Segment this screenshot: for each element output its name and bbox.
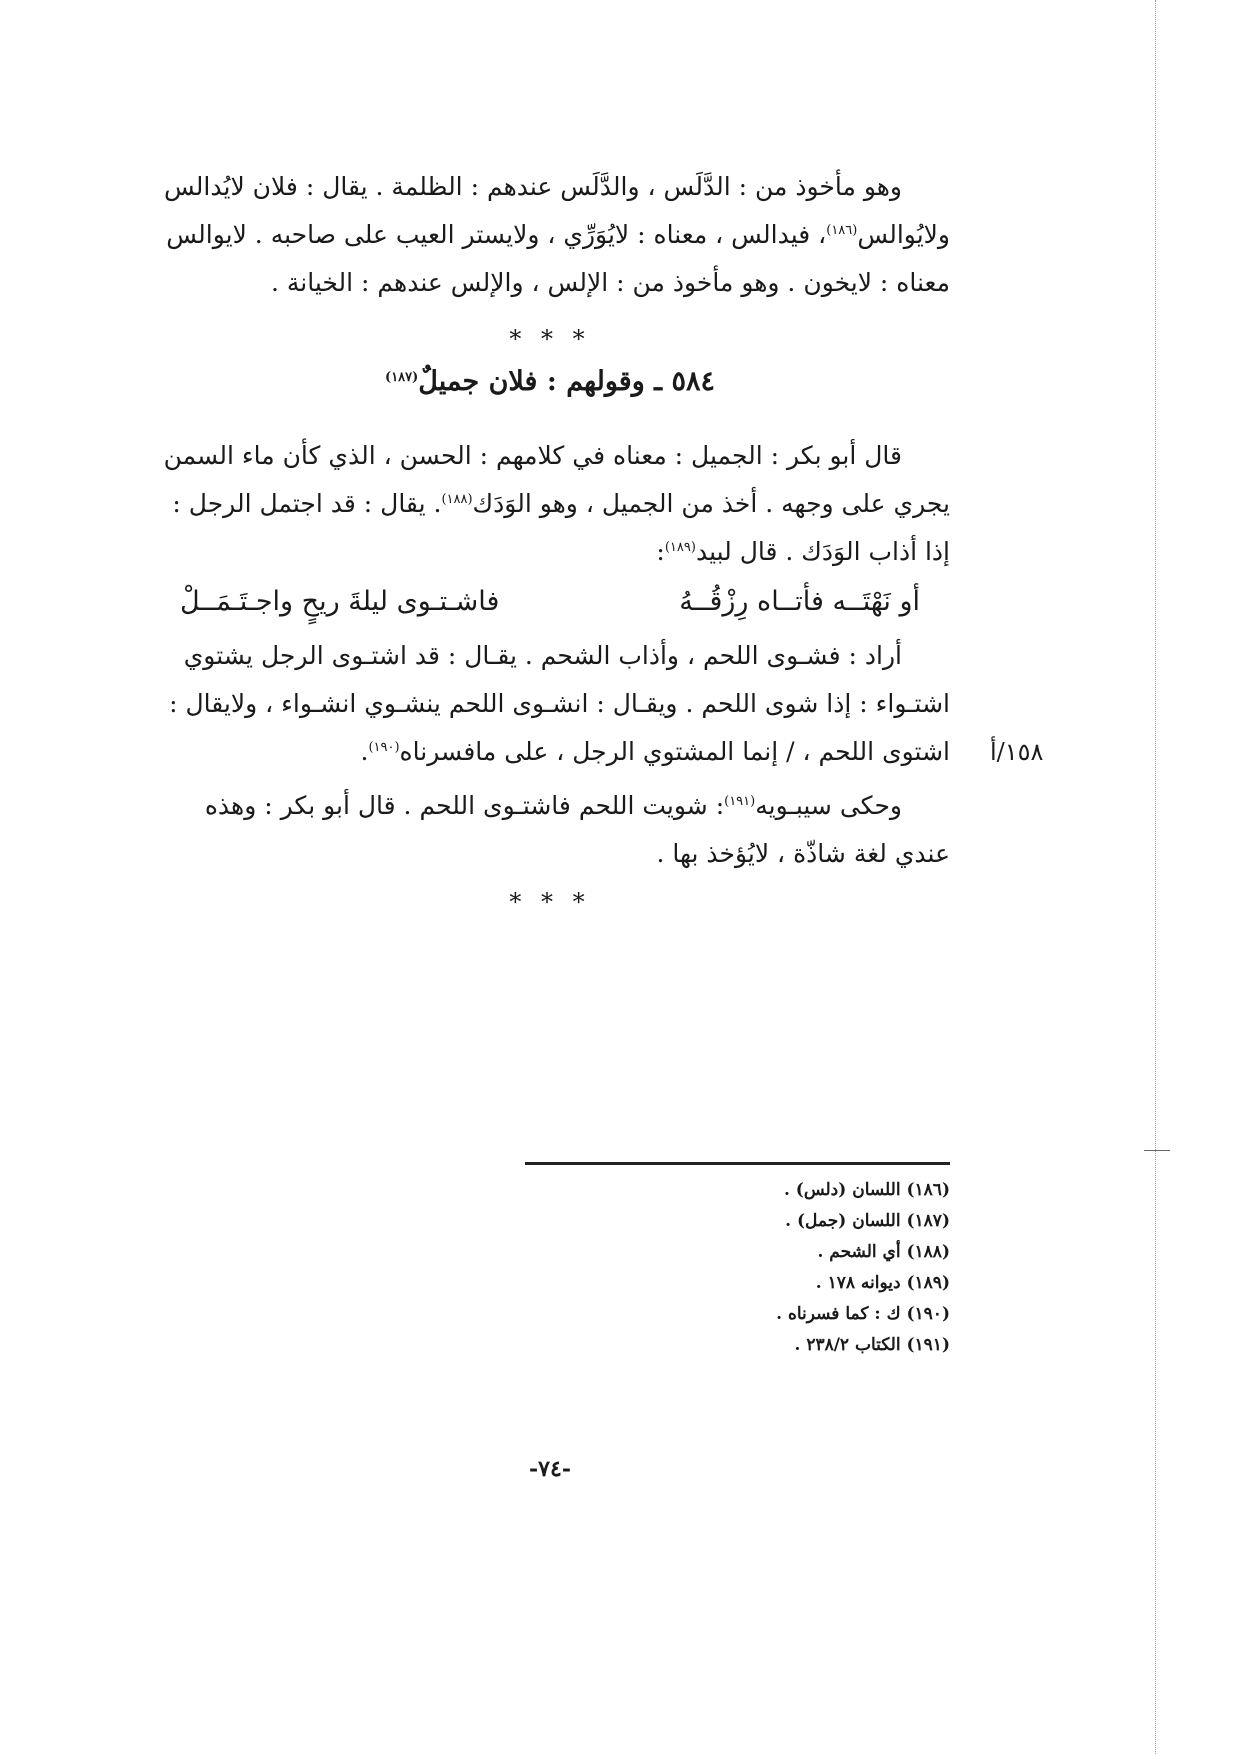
- footnote-ref-191: (١٩١): [724, 794, 756, 809]
- paragraph-3-line-3: اشتوى اللحم ، / إنما المشتوي الرجل ، على مافسرناه$^{(١٩٠)}$.: [360, 737, 950, 766]
- paragraph-4: [150, 782, 950, 878]
- verse-hemistich-2: فاشـتـوى ليلةَ ريحٍ واجـتَـمَــلْ: [180, 586, 500, 617]
- footnote-ref-189: (١٨٩): [664, 540, 696, 555]
- scan-edge-line: [1155, 0, 1156, 1754]
- footnote-item: (١٨٧) اللسان (جمل) .: [785, 1211, 950, 1231]
- paragraph-2-line-2: يجري على وجهه . أخذ من الجميل ، وهو الوَدَك$^{(١٨٨)}$. يقال : قد اجتمل الرجل :: [172, 489, 950, 518]
- paragraph-3-line-1: أراد : فشـوى اللحم ، وأذاب الشحم . يقـال : قد اشتـوى الرجل يشتوي: [183, 641, 902, 670]
- paragraph-2-line-1: قال أبو بكر : الجميل : معناه في كلامهم : الحسن ، الذي كأن ماء السمن: [163, 441, 902, 470]
- paragraph-1: [150, 163, 950, 307]
- paragraph-2-line-3: إذا أذاب الوَدَك . قال لبيد$^{(١٨٩)}$:: [656, 537, 950, 566]
- footnote-ref-190: (١٩٠): [368, 740, 400, 755]
- paragraph-2: [150, 432, 950, 576]
- paragraph-1-line-1: وهو مأخوذ من : الدَّلَس ، والدَّلَس عندهم : الظلمة . يقال : فلان لايُدالس: [163, 172, 902, 201]
- paragraph-3-line-2: اشتـواء : إذا شوى اللحم . ويقـال : انشـوى اللحم ينشـوي انشـواء ، ولايقال :: [169, 689, 950, 718]
- entry-heading: ٥٨٤ ـ وقولهم : فلان جميلٌ$^{(١٨٧)}$: [385, 366, 715, 397]
- scan-edge-mark: [1144, 1150, 1170, 1151]
- footnote-ref-186: (١٨٦): [826, 223, 858, 238]
- footnote-ref-188: (١٨٨): [441, 492, 473, 507]
- manuscript-folio-note: ١٥٨/أ: [990, 738, 1044, 766]
- verse-hemistich-1: أو نَهْتَــه فأتــاه رِزْقُــهُ: [679, 586, 920, 617]
- paragraph-3: [150, 632, 950, 776]
- separator-stars: * * *: [509, 325, 591, 353]
- footnote-rule: [525, 1162, 950, 1165]
- footnote-item: (١٩٠) ك : كما فسرناه .: [776, 1304, 950, 1324]
- footnote-item: (١٨٨) أي الشحم .: [817, 1242, 950, 1262]
- paragraph-4-line-2: عندي لغة شاذّة ، لايُؤخذ بها .: [656, 839, 950, 868]
- paragraph-1-line-3: معناه : لايخون . وهو مأخوذ من : الإلس ، والإلس عندهم : الخيانة .: [270, 268, 950, 297]
- paragraph-1-line-2: ولايُوالس$^{(١٨٦)}$، فيدالس ، معناه : لايُوَرِّي ، ولايستر العيب على صاحبه . لايوالس: [166, 220, 950, 249]
- separator-stars: * * *: [509, 888, 591, 916]
- footnote-item: (١٨٩) ديوانه ١٧٨ .: [815, 1273, 950, 1293]
- footnote-item: (١٨٦) اللسان (دلس) .: [783, 1180, 950, 1200]
- footnote-item: (١٩١) الكتاب ٢٣٨/٢ .: [794, 1335, 950, 1355]
- footnote-ref-187: (١٨٧): [385, 370, 419, 385]
- footnotes: [600, 1175, 950, 1361]
- paragraph-4-line-1: وحكى سيبـويه$^{(١٩١)}$: شويت اللحم فاشتـوى اللحم . قال أبو بكر : وهذه: [204, 791, 902, 820]
- poetry-verse: [180, 578, 920, 626]
- page-number: -٧٤-: [529, 1456, 571, 1482]
